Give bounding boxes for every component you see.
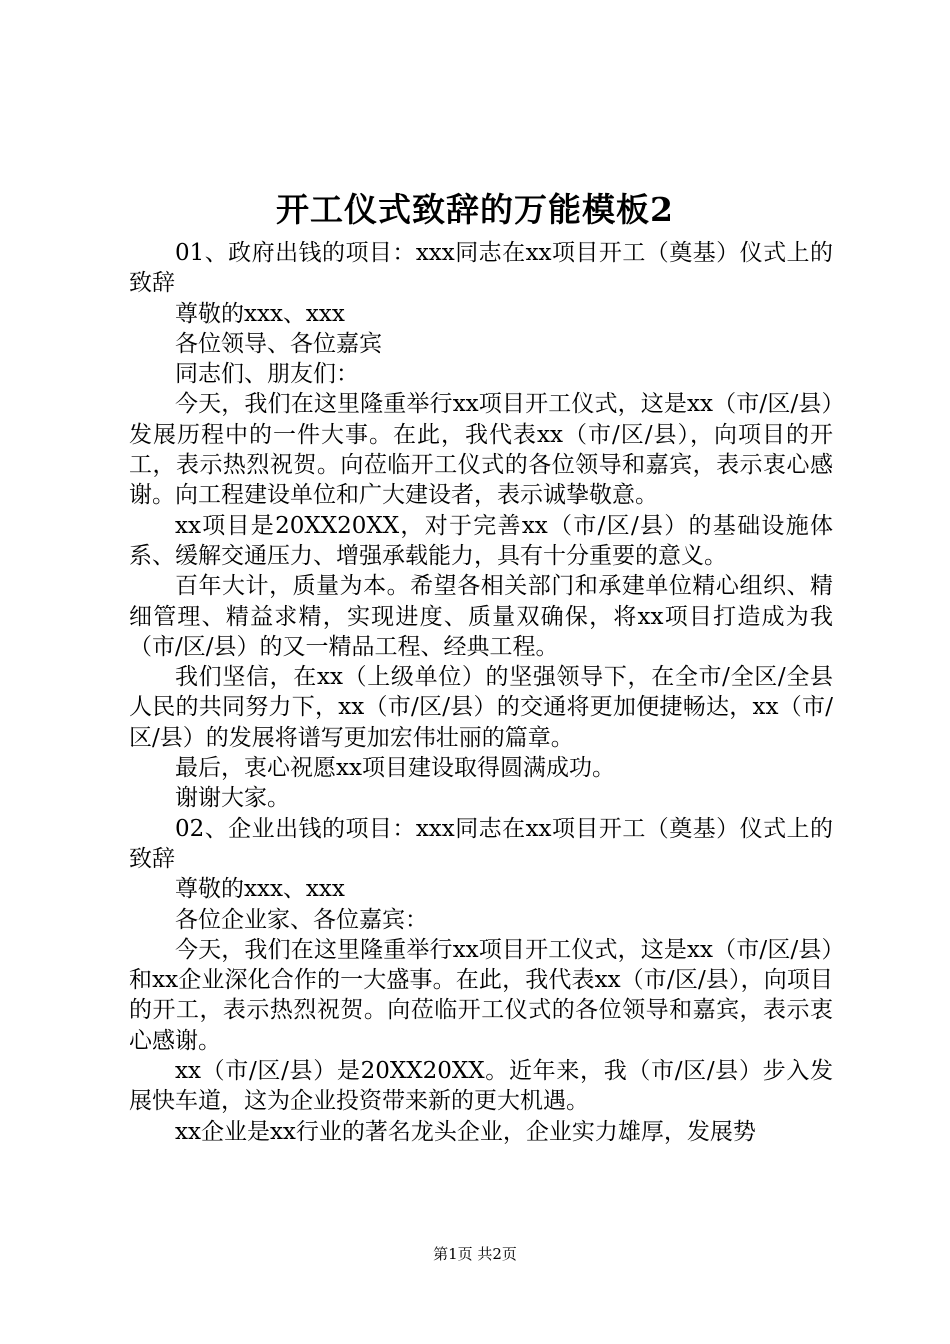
paragraph: xx（市/区/县）是20XX20XX。近年来，我（市/区/县）步入发展快车道，这为企业投资带来新的更大机遇。 [129,1058,833,1115]
paragraph: 01、政府出钱的项目：xxx同志在xx项目开工（奠基）仪式上的致辞 [129,240,833,297]
paragraph: 各位领导、各位嘉宾 [175,330,382,357]
document-title: 开工仪式致辞的万能模板2 [276,190,674,229]
paragraph: 尊敬的xxx、xxx [175,876,345,903]
paragraph: 我们坚信，在xx（上级单位）的坚强领导下，在全市/全区/全县人民的共同努力下，xx（市/区/县）的交通将更加便捷畅达，xx（市/区/县）的发展将谱写更加宏伟壮丽的篇章。 [129,664,833,751]
paragraph: 各位企业家、各位嘉宾： [175,906,428,933]
paragraph: xx企业是xx行业的著名龙头企业，企业实力雄厚，发展势 [175,1118,756,1145]
paragraph: 百年大计，质量为本。希望各相关部门和承建单位精心组织、精细管理、精益求精，实现进度、质量双确保，将xx项目打造成为我（市/区/县）的又一精品工程、经典工程。 [129,573,833,660]
paragraph: xx项目是20XX20XX，对于完善xx（市/区/县）的基础设施体系、缓解交通压力、增强承载能力，具有十分重要的意义。 [129,512,833,569]
paragraph: 今天，我们在这里隆重举行xx项目开工仪式，这是xx（市/区/县）发展历程中的一件大事。在此，我代表xx（市/区/县），向项目的开工，表示热烈祝贺。向莅临开工仪式的各位领导和嘉宾，表示衷心感谢。向工程建设单位和广大建设者，表示诚挚敬意。 [129,391,833,509]
page-footer: 第1页 共2页 [433,1245,517,1263]
paragraph: 尊敬的xxx、xxx [175,300,345,327]
paragraph: 最后，衷心祝愿xx项目建设取得圆满成功。 [175,755,615,782]
document-body [129,238,833,1147]
paragraph: 同志们、朋友们： [175,361,359,388]
paragraph: 今天，我们在这里隆重举行xx项目开工仪式，这是xx（市/区/县）和xx企业深化合作的一大盛事。在此，我代表xx（市/区/县），向项目的开工，表示热烈祝贺。向莅临开工仪式的各位领导和嘉宾，表示衷心感谢。 [129,936,833,1054]
paragraph: 02、企业出钱的项目：xxx同志在xx项目开工（奠基）仪式上的致辞 [129,815,833,872]
paragraph: 谢谢大家。 [175,785,290,812]
